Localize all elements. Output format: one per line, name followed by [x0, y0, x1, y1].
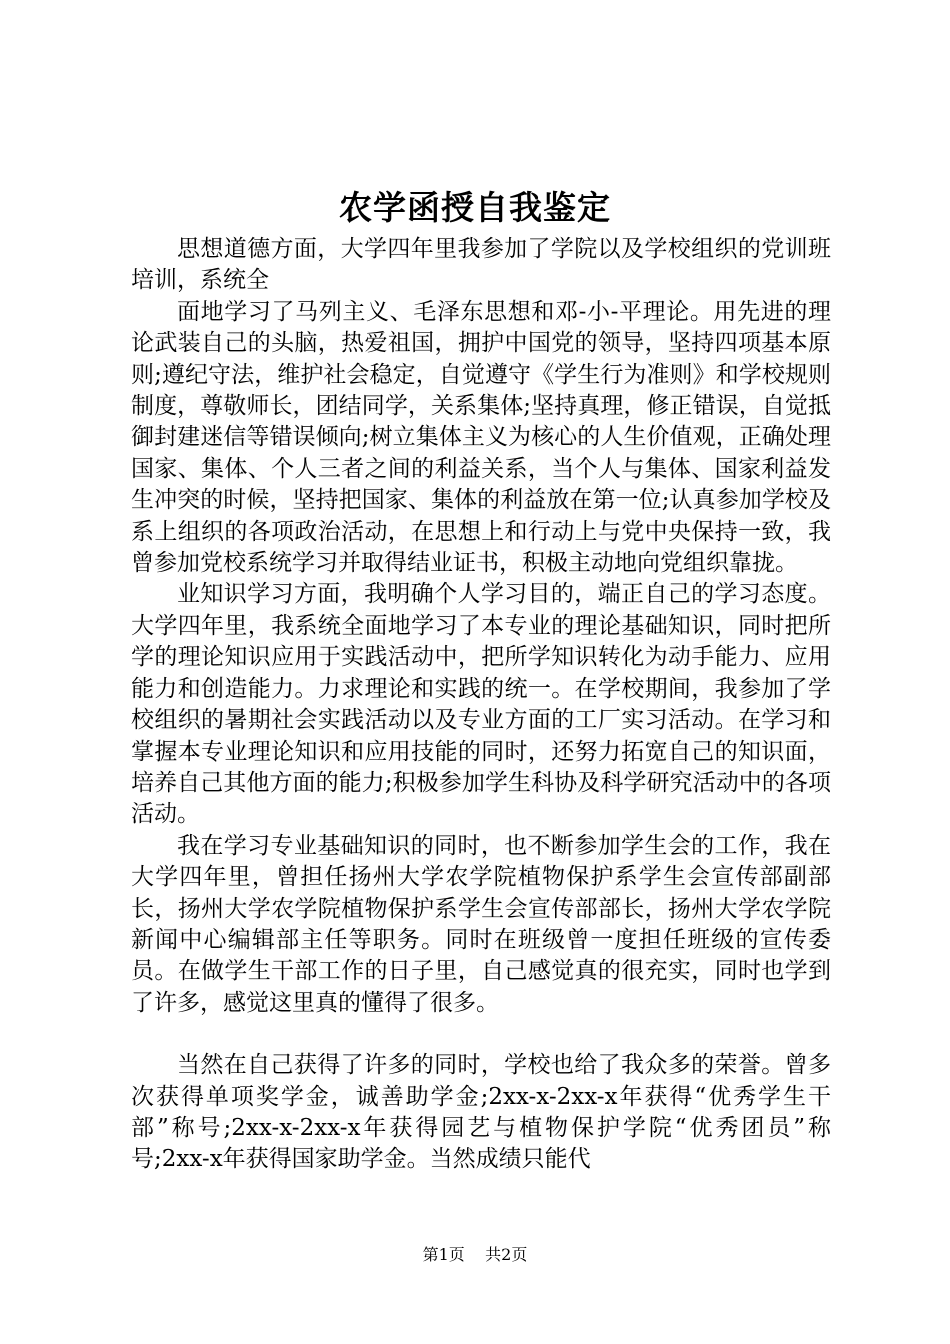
page-footer [0, 1244, 950, 1266]
paragraph-1: 思想道德方面，大学四年里我参加了学院以及学校组织的党训班培训，系统全 [131, 236, 831, 294]
paragraph-3: 业知识学习方面，我明确个人学习目的，端正自己的学习态度。大学四年里，我系统全面地学习了本专业的理论基础知识，同时把所学的理论知识应用于实践活动中，把所学知识转化为动手能力、应用能力和创造能力。力求理论和实践的统一。在学校期间，我参加了学校组织的暑期社会实践活动以及专业方面的工厂实习活动。在学习和掌握本专业理论知识和应用技能的同时，还努力拓宽自己的知识面，培养自己其他方面的能力;积极参加学生科协及科学研究活动中的各项活动。 [131, 581, 831, 828]
page-number: 第1页 [422, 1245, 465, 1264]
paragraph-2: 面地学习了马列主义、毛泽东思想和邓-小-平理论。用先进的理论武装自己的头脑，热爱祖国，拥护中国党的领导，坚持四项基本原则;遵纪守法，维护社会稳定，自觉遵守《学生行为准则》和学校规则制度，尊敬师长，团结同学，关系集体;坚持真理，修正错误，自觉抵御封建迷信等错误倾向;树立集体主义为核心的人生价值观，正确处理国家、集体、个人三者之间的利益关系，当个人与集体、国家利益发生冲突的时候，坚持把国家、集体的利益放在第一位;认真参加学校及系上组织的各项政治活动，在思想上和行动上与党中央保持一致，我曾参加党校系统学习并取得结业证书，积极主动地向党组织靠拢。 [131, 298, 831, 577]
document-title: 农学函授自我鉴定 [339, 188, 611, 227]
document-body [131, 234, 831, 1176]
paragraph-gap [131, 1019, 831, 1050]
footer-spacer [470, 1245, 480, 1264]
paragraph-4: 我在学习专业基础知识的同时，也不断参加学生会的工作，我在大学四年里，曾担任扬州大学农学院植物保护系学生会宣传部副部长，扬州大学农学院植物保护系学生会宣传部部长，扬州大学农学院新闻中心编辑部主任等职务。同时在班级曾一度担任班级的宣传委员。在做学生干部工作的日子里，自己感觉真的很充实，同时也学到了许多，感觉这里真的懂得了很多。 [131, 832, 831, 1016]
page-total: 共2页 [485, 1245, 528, 1264]
paragraph-5: 当然在自己获得了许多的同时，学校也给了我众多的荣誉。曾多次获得单项奖学金，诚善助学金;2xx-x-2xx-x年获得“优秀学生干部”称号;2xx-x-2xx-x年获得园艺与植物保护学院“优秀团员”称号;2xx-x年获得国家助学金。当然成绩只能代 [131, 1052, 831, 1173]
